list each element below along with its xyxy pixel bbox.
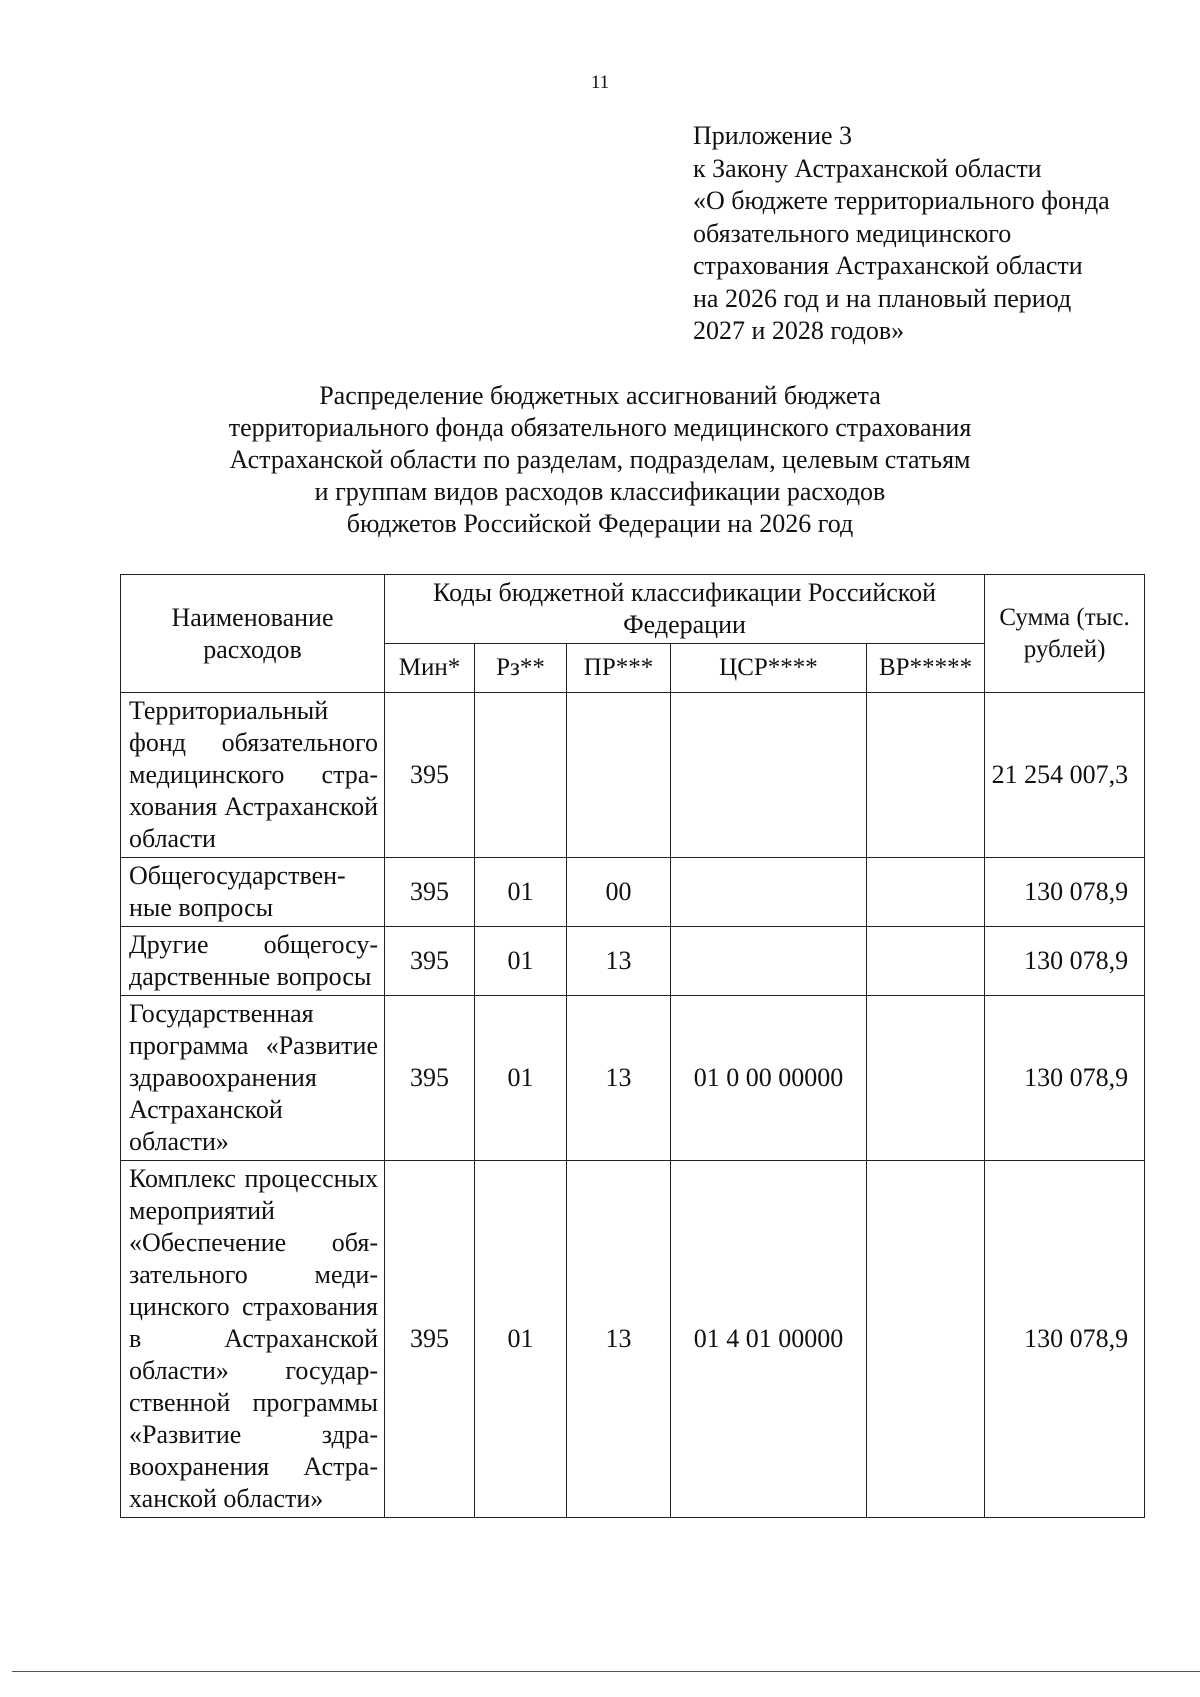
row-min: 395	[385, 1161, 475, 1518]
title-line: Распределение бюджетных ассигнований бюджета	[319, 381, 881, 410]
row-csr	[671, 927, 867, 996]
row-vr	[867, 1161, 985, 1518]
header-codes-group: Коды бюджетной классификации Российской Федерации	[385, 575, 985, 644]
row-csr	[671, 693, 867, 858]
row-pr: 13	[567, 1161, 671, 1518]
table-row	[121, 858, 1145, 927]
row-min: 395	[385, 927, 475, 996]
row-pr: 00	[567, 858, 671, 927]
appendix-line: страхования Астраханской области	[693, 251, 1083, 280]
row-sum: 130 078,9	[985, 1161, 1145, 1518]
header-min: Мин*	[385, 644, 475, 693]
page-bottom-rule	[12, 1671, 1200, 1672]
row-pr: 13	[567, 996, 671, 1161]
appendix-line: «О бюджете территориального фонда	[693, 186, 1110, 215]
row-rz	[475, 693, 567, 858]
table-row	[121, 927, 1145, 996]
row-csr: 01 0 00 00000	[671, 996, 867, 1161]
row-min: 395	[385, 858, 475, 927]
row-sum: 21 254 007,3	[985, 693, 1145, 858]
appendix-line: к Закону Астраханской области	[693, 153, 1042, 183]
row-vr	[867, 996, 985, 1161]
header-csr: ЦСР****	[671, 644, 867, 693]
title-line: и группам видов расходов классификации расходов	[314, 477, 886, 506]
header-name: Наименование расходов	[121, 575, 385, 693]
row-sum: 130 078,9	[985, 858, 1145, 927]
row-rz: 01	[475, 996, 567, 1161]
table-row	[121, 693, 1145, 858]
title-line: территориального фонда обязательного медицинского страхования	[228, 413, 972, 442]
row-vr	[867, 927, 985, 996]
appendix-line: обязательного медицинского	[693, 218, 1012, 248]
row-sum: 130 078,9	[985, 927, 1145, 996]
header-pr: ПР***	[567, 644, 671, 693]
appendix-line: 2027 и 2028 годов»	[693, 316, 905, 345]
budget-table	[120, 574, 1145, 1518]
table-row	[121, 1161, 1145, 1518]
row-sum: 130 078,9	[985, 996, 1145, 1161]
title-line: Астраханской области по разделам, подразделам, целевым статьям	[229, 445, 971, 474]
row-pr	[567, 693, 671, 858]
appendix-line: Приложение 3	[693, 121, 853, 150]
document-title	[0, 380, 1200, 540]
title-line: бюджетов Российской Федерации на 2026 год	[346, 509, 854, 538]
header-vr: ВР*****	[867, 644, 985, 693]
table-row	[121, 996, 1145, 1161]
row-csr	[671, 858, 867, 927]
row-min: 395	[385, 996, 475, 1161]
row-rz: 01	[475, 858, 567, 927]
appendix-line: на 2026 год и на плановый период	[693, 283, 1072, 313]
row-vr	[867, 858, 985, 927]
row-name: Другие общегосударственные вопросы	[121, 927, 385, 996]
row-pr: 13	[567, 927, 671, 996]
row-name: Государственная программа «Развитие здравоохранения Астраханской области»	[121, 996, 385, 1161]
header-sum: Сумма (тыс. рублей)	[985, 575, 1145, 693]
row-vr	[867, 693, 985, 858]
row-name: Общегосударственные вопросы	[121, 858, 385, 927]
page-number: 11	[590, 72, 610, 93]
row-rz: 01	[475, 927, 567, 996]
row-name: Территориальный фонд обязательного медицинского страхования Астраханской области	[121, 693, 385, 858]
row-csr: 01 4 01 00000	[671, 1161, 867, 1518]
header-rz: Рз**	[475, 644, 567, 693]
appendix-header	[693, 120, 1110, 348]
row-min: 395	[385, 693, 475, 858]
row-rz: 01	[475, 1161, 567, 1518]
row-name: Комплекс процессных мероприятий «Обеспечение обязательного медицинского страхования в Астраханской области» государственной программы «Развитие здравоохранения Астраханской области»	[121, 1161, 385, 1518]
